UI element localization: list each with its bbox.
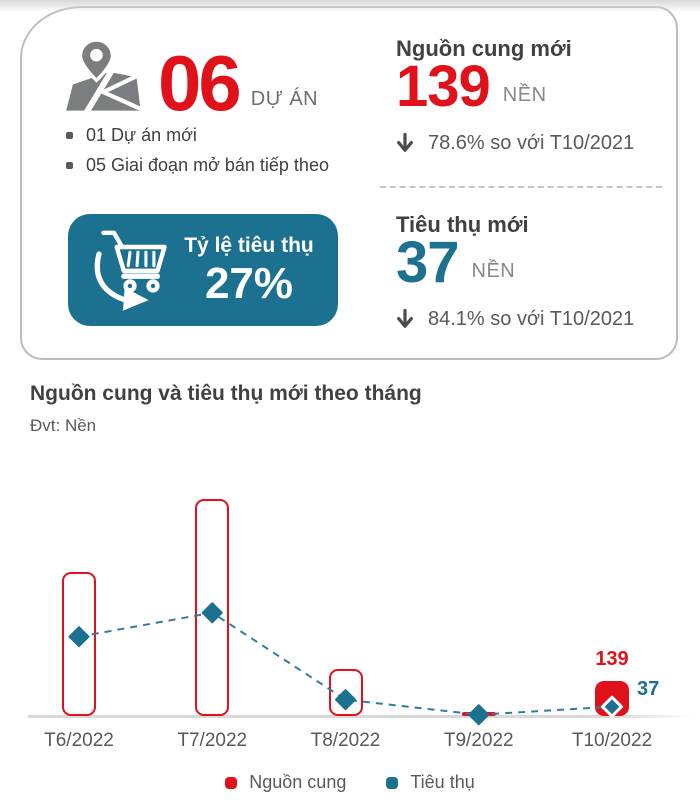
projects-summary — [62, 34, 319, 128]
absorption-value: 27% — [204, 258, 294, 308]
down-arrow-icon — [396, 308, 414, 331]
project-count: 06 — [158, 39, 239, 128]
legend-item-Tiêu thụ — [386, 772, 474, 793]
chart-legend — [0, 772, 700, 793]
new-consumption-unit: NỀN — [471, 260, 516, 282]
x-axis-label-T8/2022: T8/2022 — [310, 730, 381, 751]
bullet-square-icon — [66, 132, 73, 139]
project-bullet-2-text: 05 Giai đoạn mở bán tiếp theo — [86, 155, 329, 175]
new-supply-number-row — [396, 54, 547, 119]
new-consumption-value: 37 — [396, 230, 459, 295]
project-bullet-list — [66, 120, 329, 180]
project-bullet-1-text: 01 Dự án mới — [86, 125, 197, 145]
consumption-value-label: 37 — [637, 677, 660, 700]
absorption-label: Tỷ lệ tiêu thụ — [184, 233, 314, 257]
supply-bar-T8/2022 — [329, 669, 363, 716]
project-bullet-2 — [66, 150, 329, 180]
new-consumption-change-text: 84.1% so với T10/2021 — [428, 308, 635, 330]
summary-card — [20, 6, 678, 360]
new-supply-change — [396, 132, 634, 155]
x-axis-label-T6/2022: T6/2022 — [44, 730, 114, 751]
chart-plot — [0, 460, 700, 770]
supply-bar-T7/2022 — [195, 499, 229, 716]
legend-label: Tiêu thụ — [410, 772, 475, 792]
supply-bar-T9/2022 — [462, 712, 496, 716]
x-axis-label-T7/2022: T7/2022 — [177, 730, 248, 751]
absorption-rate-card — [68, 214, 338, 326]
legend-item-Nguồn cung — [225, 772, 346, 793]
chart-title: Nguồn cung và tiêu thụ mới theo tháng — [30, 382, 422, 405]
map-location-pin-icon — [62, 34, 146, 120]
project-count-unit: DỰ ÁN — [250, 88, 319, 110]
x-axis-label-T9/2022: T9/2022 — [443, 730, 514, 751]
new-supply-title: Nguồn cung mới — [396, 36, 572, 61]
new-supply-unit: NỀN — [502, 84, 547, 106]
new-consumption-number-row — [396, 230, 516, 295]
new-supply-value: 139 — [396, 54, 490, 119]
supply-bar-T6/2022 — [62, 572, 96, 716]
supply-value-label: 139 — [595, 648, 629, 670]
supply-bar-T10/2022 — [595, 681, 629, 716]
down-arrow-icon — [396, 132, 414, 155]
x-axis-line — [28, 715, 694, 718]
project-bullet-1 — [66, 120, 329, 150]
shopping-cart-arrow-icon — [84, 221, 176, 319]
legend-marker-icon — [386, 777, 398, 789]
legend-marker-icon — [225, 777, 237, 789]
chart-unit-label: Đvt: Nền — [30, 416, 97, 435]
new-consumption-title: Tiêu thụ mới — [396, 212, 529, 237]
legend-label: Nguồn cung — [249, 772, 347, 792]
bullet-square-icon — [66, 162, 73, 169]
new-supply-change-text: 78.6% so với T10/2021 — [428, 132, 635, 154]
consumption-line-layer — [0, 460, 700, 770]
x-axis-label-T10/2022: T10/2022 — [571, 730, 653, 751]
absorption-text — [176, 234, 322, 307]
new-consumption-change — [396, 308, 634, 331]
dashed-divider — [380, 186, 662, 188]
